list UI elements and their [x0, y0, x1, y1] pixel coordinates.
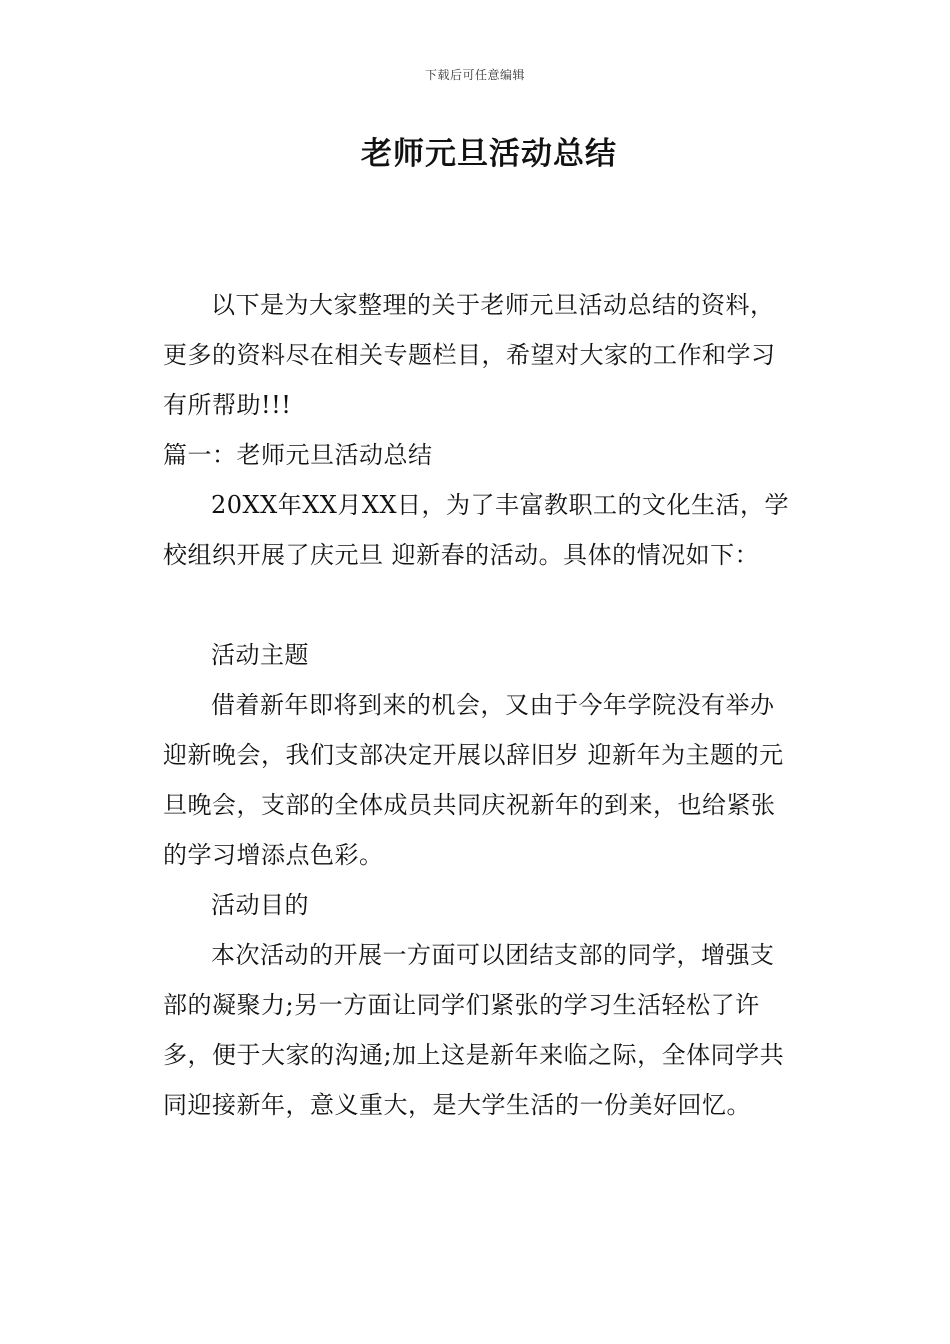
purpose-heading: 活动目的 — [211, 891, 309, 919]
document-body — [163, 280, 793, 1130]
purpose-paragraph: 本次活动的开展一方面可以团结支部的同学，增强支部的凝聚力;另一方面让同学们紧张的学习生活轻松了许多，便于大家的沟通;加上这是新年来临之际，全体同学共同迎接新年，意义重大，是大学生活的一份美好回忆。 — [163, 941, 785, 1119]
document-title: 老师元旦活动总结 — [361, 136, 617, 172]
blank-line — [163, 580, 793, 630]
header-note: 下载后可任意编辑 — [424, 68, 525, 82]
theme-heading: 活动主题 — [211, 641, 309, 669]
theme-paragraph: 借着新年即将到来的机会，又由于今年学院没有举办迎新晚会，我们支部决定开展以辞旧岁 迎新年为主题的元旦晚会，支部的全体成员共同庆祝新年的到来，也给紧张的学习增添点色彩。 — [163, 691, 784, 869]
part-heading: 篇一：老师元旦活动总结 — [163, 441, 433, 469]
intro-paragraph: 以下是为大家整理的关于老师元旦活动总结的资料，更多的资料尽在相关专题栏目，希望对大家的工作和学习有所帮助!!! — [163, 291, 776, 419]
opening-paragraph: 20XX年XX月XX日，为了丰富教职工的文化生活，学校组织开展了庆元旦 迎新春的活动。具体的情况如下： — [163, 491, 790, 569]
